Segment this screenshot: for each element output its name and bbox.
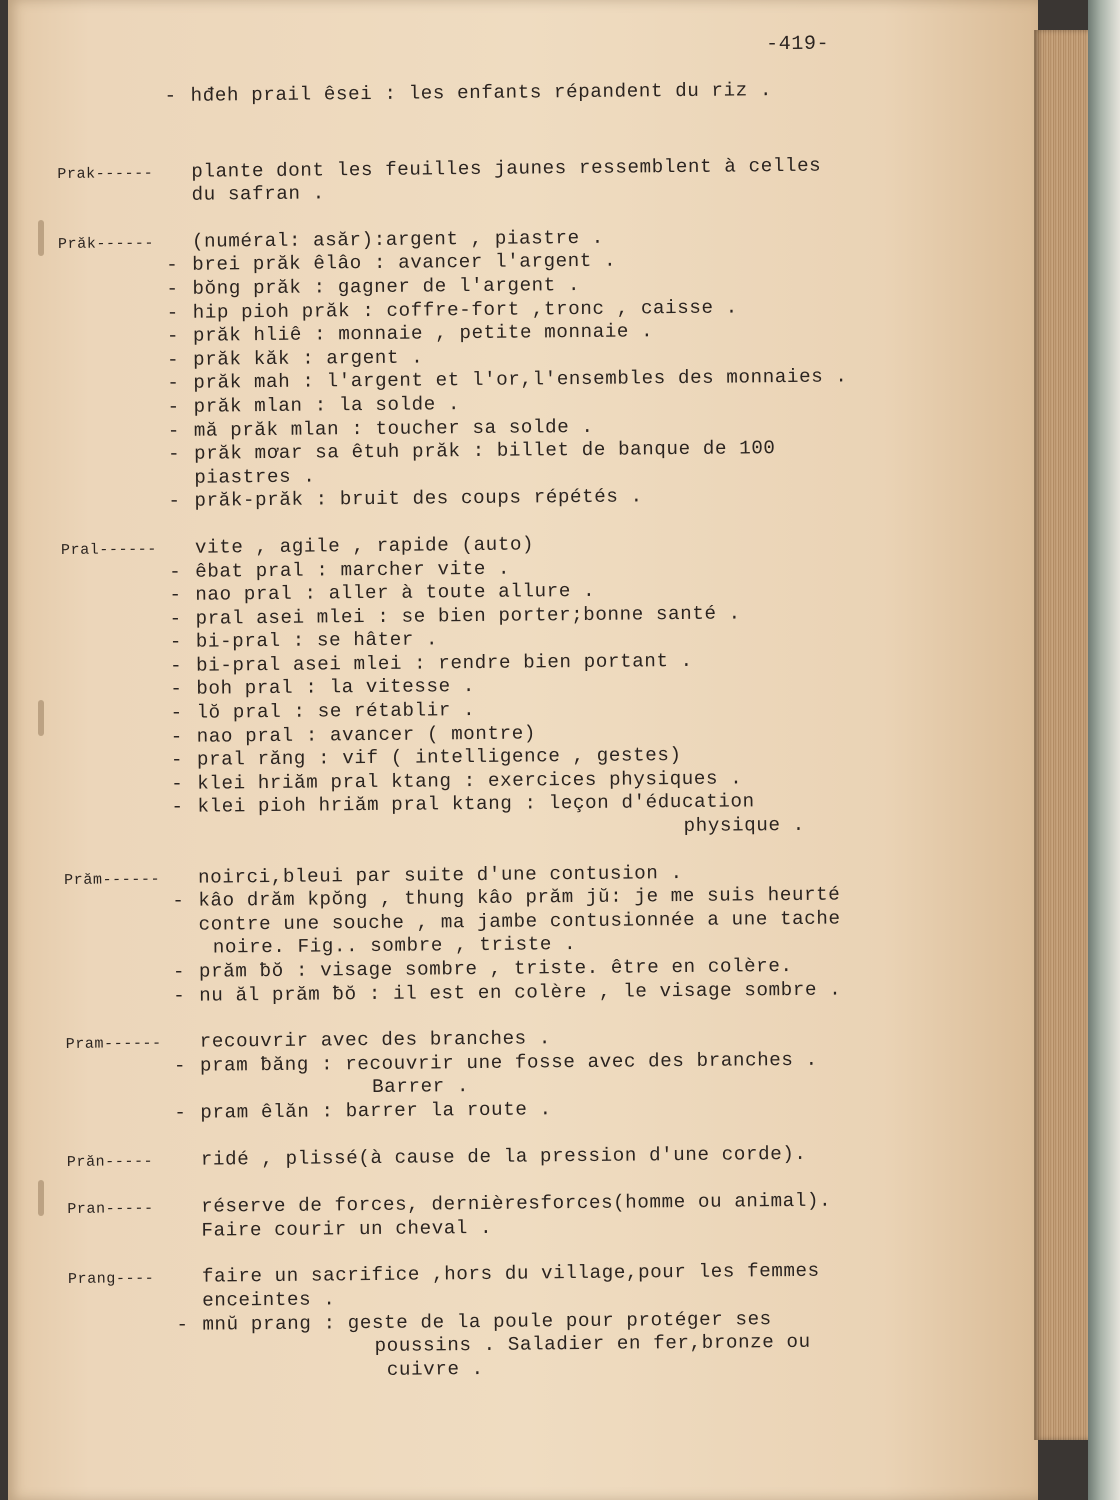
line-dash: - <box>169 607 182 630</box>
line-text: cuivre . <box>386 1357 484 1381</box>
line-text: hip pioh prăk : coffre-fort ,tronc , caisse . <box>192 296 738 324</box>
line-text: enceintes . <box>202 1288 336 1312</box>
entry-line: - hđeh prail êsei : les enfants répandent du riz . <box>164 79 773 107</box>
line-text: brei prăk êlâo : avancer l'argent . <box>192 250 617 277</box>
line-text: prăk hliê : monnaie , petite monnaie . <box>192 320 654 347</box>
headword: Pral------ <box>60 540 158 559</box>
dictionary-entry <box>64 859 945 1009</box>
book-cover-edge <box>1088 0 1120 1500</box>
line-text: prăk mơar sa êtuh prăk : billet de banque de 100 <box>193 437 776 465</box>
dictionary-text <box>56 26 949 1409</box>
line-text: bi-pral asei mlei : rendre bien portant . <box>195 649 693 677</box>
line-text: mă prăk mlan : toucher sa solde . <box>193 415 594 442</box>
line-dash: - <box>169 631 183 654</box>
line-text: pral răng : vif ( intelligence , gestes) <box>196 744 682 771</box>
line-text: prăk-prăk : bruit des coups répétés . <box>194 485 643 513</box>
line-dash: - <box>169 654 183 677</box>
line-text: pram ƀăng : recouvrir une fosse avec des branches . <box>199 1048 818 1077</box>
line-text: noire. Fig.. sombre , triste . <box>212 933 577 959</box>
book-page <box>8 0 1038 1500</box>
dictionary-entry <box>61 529 944 844</box>
line-dash: - <box>170 725 183 748</box>
line-text: noirci,bleui par suite d'une contusion . <box>197 861 683 889</box>
line-text: Barrer . <box>372 1075 470 1099</box>
line-dash: - <box>169 560 182 583</box>
page-number: -419- <box>766 32 830 57</box>
line-text: boh pral : la vitesse . <box>196 675 476 701</box>
line-text: mnŭ prang : geste de la poule pour protéger ses <box>202 1307 772 1336</box>
line-dash: - <box>176 1313 189 1336</box>
dictionary-entry <box>58 223 941 515</box>
line-dash: - <box>172 890 185 913</box>
line-dash: - <box>167 419 181 442</box>
line-dash: - <box>167 372 180 395</box>
line-dash: - <box>172 960 186 983</box>
line-dash: - <box>173 1054 187 1077</box>
line-text: prăk kăk : argent . <box>193 346 424 371</box>
line-text: bi-pral : se hâter . <box>195 628 439 653</box>
line-text: prăk mah : l'argent et l'or,l'ensembles des monnaies . <box>193 365 848 395</box>
line-text: êbat pral : marcher vite . <box>195 557 511 583</box>
dictionary-entry <box>68 1259 949 1385</box>
entry-line <box>201 1141 947 1172</box>
line-text: prăk mlan : la solde . <box>193 393 461 418</box>
dictionary-entry <box>57 153 937 209</box>
line-dash: - <box>166 301 179 324</box>
line-dash: - <box>164 84 177 107</box>
headword: Prang---- <box>67 1270 155 1289</box>
line-text: prăm ƀŏ : visage sombre , triste. être en colère. <box>198 954 793 983</box>
line-dash: - <box>171 772 184 795</box>
line-text: ridé , plissé(à cause de la pression d'une corde). <box>200 1142 807 1171</box>
line-dash: - <box>169 583 182 607</box>
headword: Prăn----- <box>66 1152 154 1171</box>
headword: Pran----- <box>67 1200 154 1219</box>
line-text: bŏng prăk : gagner de l'argent . <box>192 273 581 300</box>
line-text: piastres . <box>194 465 316 489</box>
line-text: du safran . <box>191 182 325 206</box>
line-dash: - <box>166 277 179 300</box>
line-text: klei hriăm pral ktang : exercices physiques . <box>197 767 743 795</box>
line-dash: - <box>171 796 184 819</box>
line-text: contre une souche , ma jambe contusionnée a une tache <box>198 907 841 936</box>
line-text: lŏ pral : se rétablir . <box>196 699 476 724</box>
entry-list <box>57 153 949 1385</box>
line-text: pram êlăn : barrer la route . <box>200 1098 552 1124</box>
line-dash: - <box>166 254 179 277</box>
dictionary-entry <box>67 1189 947 1245</box>
line-dash: - <box>170 678 183 701</box>
binding-hole <box>38 1180 44 1216</box>
line-dash: - <box>166 324 180 348</box>
line-dash: - <box>174 1101 187 1124</box>
line-text: recouvrir avec des branches . <box>199 1027 552 1053</box>
line-text: faire un sacrifice ,hors du village,pour les femmes <box>201 1260 820 1288</box>
dictionary-entry <box>66 1024 947 1127</box>
binding-hole <box>38 700 44 736</box>
line-text: pral asei mlei : se bien porter;bonne santé . <box>195 602 741 630</box>
line-dash: - <box>173 984 186 1007</box>
dictionary-entry <box>67 1141 947 1174</box>
headword: Pram------ <box>65 1035 162 1054</box>
line-text: nao pral : avancer ( montre) <box>196 722 537 748</box>
headword: Prak------ <box>57 164 154 183</box>
page-edges <box>1034 30 1094 1440</box>
line-text: plante dont les feuilles jaunes ressemblent à celles <box>191 154 822 183</box>
line-text: klei pioh hriăm pral ktang : leçon d'éducation <box>197 790 755 819</box>
headword: Prăm------ <box>64 870 161 889</box>
line-text: nao pral : aller à toute allure . <box>195 579 596 606</box>
line-text: Faire courir un cheval . <box>201 1216 493 1242</box>
line-dash: - <box>167 348 180 371</box>
line-text: (numéral: asăr):argent , piastre . <box>191 226 604 253</box>
binding-hole <box>38 220 44 256</box>
line-text: vite , agile , rapide (auto) <box>194 533 535 559</box>
line-text: physique . <box>683 813 805 838</box>
line-dash: - <box>170 749 184 772</box>
line-dash: - <box>170 701 183 724</box>
line-dash: - <box>167 395 180 418</box>
line-dash: - <box>167 442 181 466</box>
line-text: nu ăl prăm ƀŏ : il est en colère , le visage sombre . <box>199 978 842 1007</box>
line-text: poussins . Saladier en fer,bronze ou <box>374 1330 811 1358</box>
line-text: réserve de forces, dernièresforces(homme ou animal). <box>201 1189 832 1218</box>
line-text: kâo drăm kpŏng , thung kâo prăm jŭ: je me suis heurté <box>198 883 841 912</box>
intro-entry <box>56 78 936 110</box>
line-dash: - <box>168 490 181 513</box>
headword: Prăk------ <box>57 234 155 253</box>
